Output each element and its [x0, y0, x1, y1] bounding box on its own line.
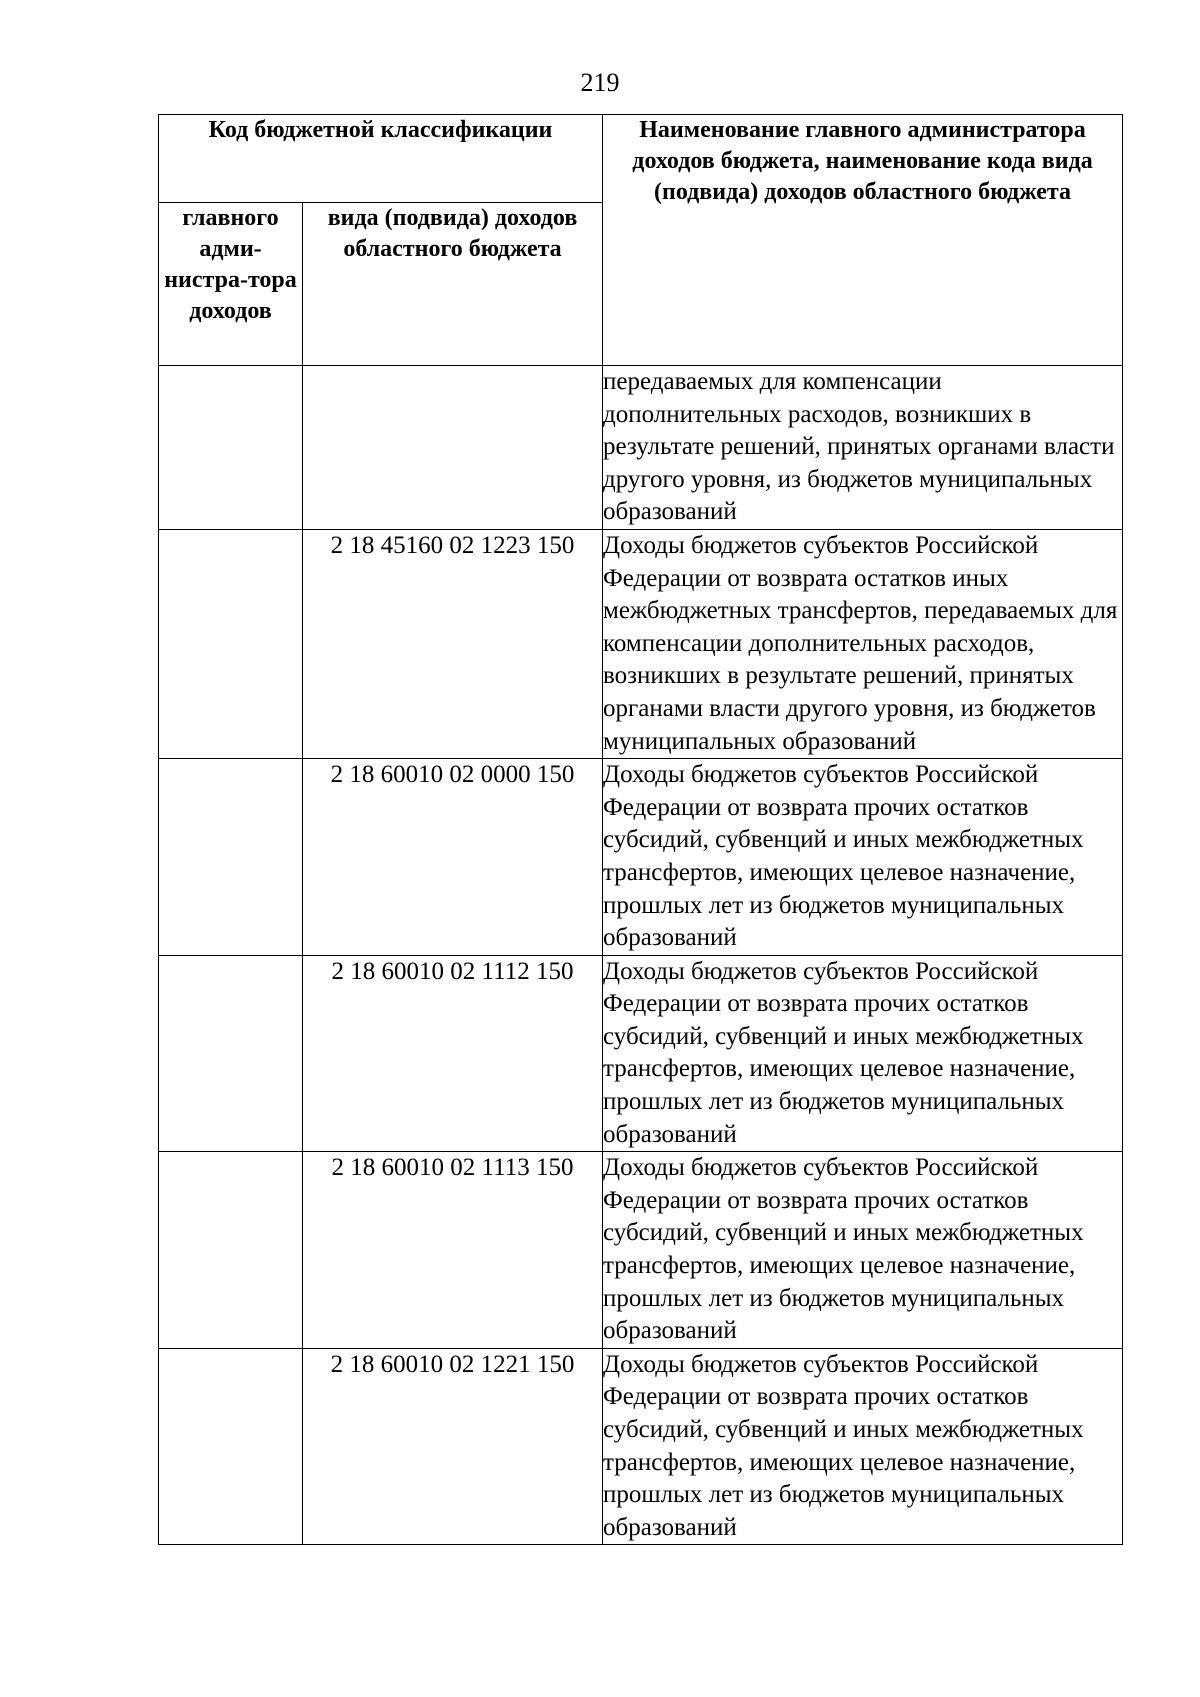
table-row [159, 1152, 1123, 1349]
income-code-cell: 2 18 60010 02 1112 150 [303, 955, 603, 1152]
header-group-title: Код бюджетной классификации [159, 115, 603, 203]
income-name-cell: передаваемых для компенсации дополнительных расходов, возникших в результате решений, принятых органами власти другого уровня, из бюджетов муниципальных образований [603, 366, 1123, 530]
table-row [159, 955, 1123, 1152]
budget-classification-table [158, 114, 1123, 1545]
income-code-cell: 2 18 45160 02 1223 150 [303, 529, 603, 758]
income-name-cell: Доходы бюджетов субъектов Российской Федерации от возврата прочих остатков субсидий, субвенций и иных межбюджетных трансфертов, имеющих целевое назначение, прошлых лет из бюджетов муниципальных образований [603, 1152, 1123, 1349]
admin-code-cell [159, 529, 303, 758]
header-admin-column: главного адми-нистра-тора доходов [159, 203, 303, 366]
header-kind-column: вида (подвида) доходов областного бюджета [303, 203, 603, 366]
admin-code-cell [159, 1348, 303, 1545]
income-name-cell: Доходы бюджетов субъектов Российской Федерации от возврата остатков иных межбюджетных трансфертов, передаваемых для компенсации дополнительных расходов, возникших в результате решений, принятых органами власти другого уровня, из бюджетов муниципальных образований [603, 529, 1123, 758]
table-row [159, 759, 1123, 956]
income-code-cell: 2 18 60010 02 1113 150 [303, 1152, 603, 1349]
admin-code-cell [159, 955, 303, 1152]
table-row [159, 1348, 1123, 1545]
header-row-top [159, 115, 1123, 203]
income-code-cell: 2 18 60010 02 0000 150 [303, 759, 603, 956]
page-number: 219 [580, 68, 620, 97]
admin-code-cell [159, 366, 303, 530]
header-name-column: Наименование главного администратора доходов бюджета, наименование кода вида (подвида) доходов областного бюджета [603, 115, 1123, 366]
income-name-cell: Доходы бюджетов субъектов Российской Федерации от возврата прочих остатков субсидий, субвенций и иных межбюджетных трансфертов, имеющих целевое назначение, прошлых лет из бюджетов муниципальных образований [603, 1348, 1123, 1545]
income-name-cell: Доходы бюджетов субъектов Российской Федерации от возврата прочих остатков субсидий, субвенций и иных межбюджетных трансфертов, имеющих целевое назначение, прошлых лет из бюджетов муниципальных образований [603, 955, 1123, 1152]
admin-code-cell [159, 1152, 303, 1349]
income-name-cell: Доходы бюджетов субъектов Российской Федерации от возврата прочих остатков субсидий, субвенций и иных межбюджетных трансфертов, имеющих целевое назначение, прошлых лет из бюджетов муниципальных образований [603, 759, 1123, 956]
income-code-cell [303, 366, 603, 530]
income-code-cell: 2 18 60010 02 1221 150 [303, 1348, 603, 1545]
table-row [159, 529, 1123, 758]
admin-code-cell [159, 759, 303, 956]
table-row [159, 366, 1123, 530]
